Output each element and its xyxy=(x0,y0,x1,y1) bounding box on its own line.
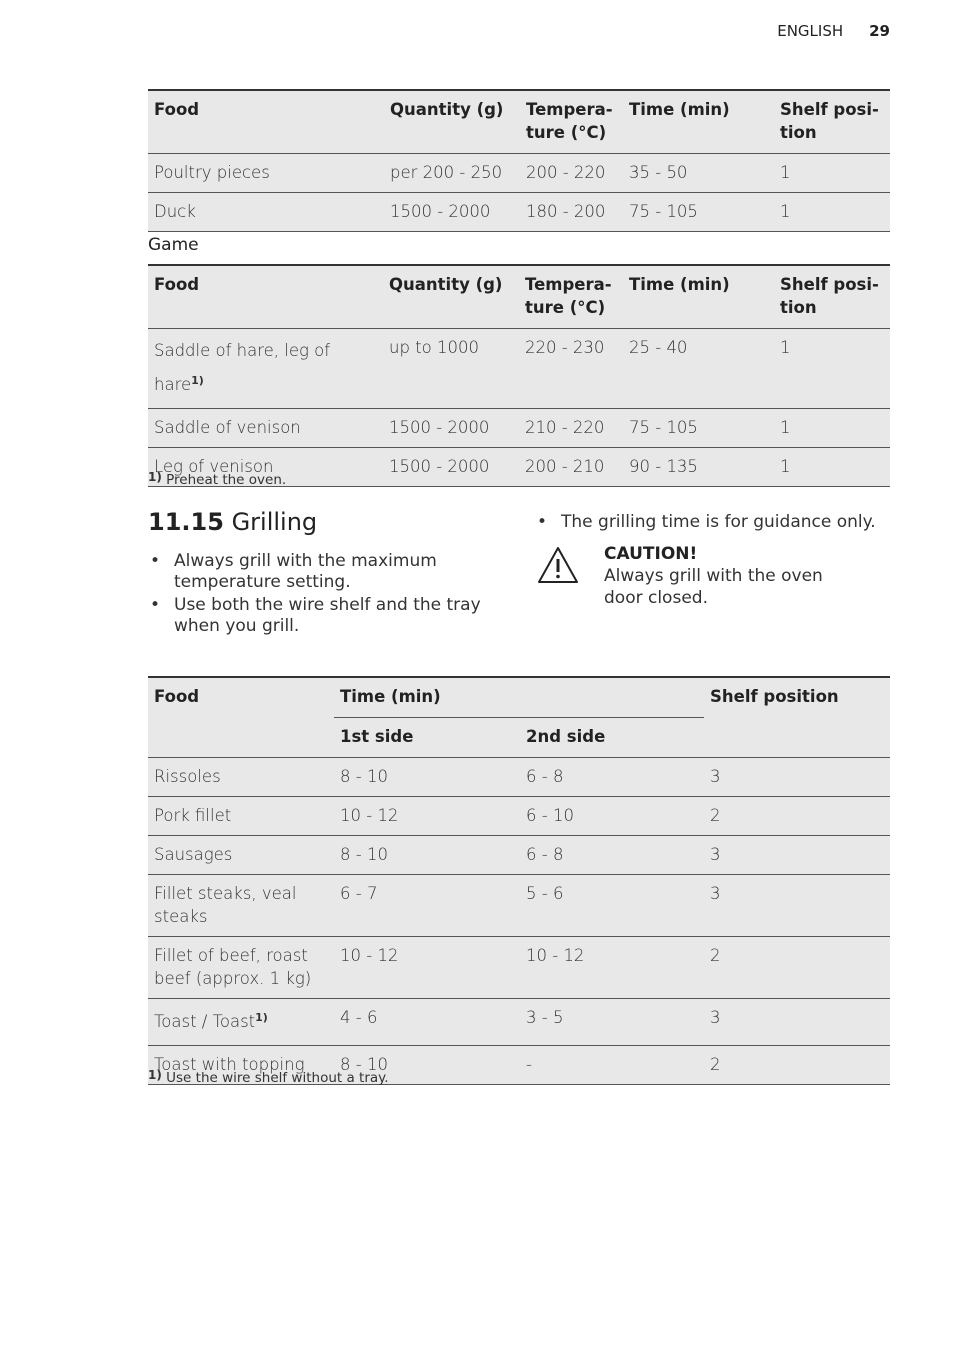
cell-first-side: 6 - 7 xyxy=(334,875,520,937)
page-header xyxy=(777,22,890,40)
table-row xyxy=(148,875,890,937)
cell-shelf: 3 xyxy=(704,875,890,937)
table-row xyxy=(148,758,890,797)
col-shelf-position: Shelf position xyxy=(704,677,890,758)
cell-shelf: 2 xyxy=(704,937,890,999)
game-footnote: $^{1)}$ Preheat the oven. xyxy=(148,470,287,488)
cell-shelf: 2 xyxy=(704,797,890,836)
cell-second-side: 5 - 6 xyxy=(520,875,704,937)
cell-time: 35 - 50 xyxy=(623,154,774,193)
cell-food: Poultry pieces xyxy=(148,154,384,193)
cell-time: 75 - 105 xyxy=(623,409,774,448)
cell-second-side: 10 - 12 xyxy=(520,937,704,999)
col-first-side: 1st side xyxy=(334,718,520,758)
cell-quantity: 1500 - 2000 xyxy=(383,448,519,487)
cell-temperature: 210 - 220 xyxy=(519,409,623,448)
grilling-guidance-list xyxy=(535,512,905,535)
list-item: • The grilling time is for guidance only. xyxy=(535,512,905,533)
cell-food: Pork fillet xyxy=(148,797,334,836)
col-temperature: Tempera-ture (°C) xyxy=(519,265,623,329)
cell-food: Fillet of beef, roast beef (approx. 1 kg) xyxy=(148,937,334,999)
caution-title: CAUTION! xyxy=(604,544,698,564)
cell-shelf: 1 xyxy=(774,329,890,409)
table-row xyxy=(148,937,890,999)
cell-quantity: per 200 - 250 xyxy=(384,154,520,193)
col-food: Food xyxy=(148,90,384,154)
cell-time: 75 - 105 xyxy=(623,193,774,232)
cell-food: Fillet steaks, veal steaks xyxy=(148,875,334,937)
grilling-instructions-list xyxy=(148,551,498,639)
table-row xyxy=(148,329,890,409)
cell-quantity: up to 1000 xyxy=(383,329,519,409)
cell-shelf: 3 xyxy=(704,999,890,1046)
cell-food: Saddle of hare, leg of hare$^{1)}$ xyxy=(148,329,383,409)
list-item: • Use both the wire shelf and the tray when you grill. xyxy=(148,595,498,637)
cell-quantity: 1500 - 2000 xyxy=(384,193,520,232)
col-quantity: Quantity (g) xyxy=(384,90,520,154)
game-label: Game xyxy=(148,235,199,255)
col-food: Food xyxy=(148,677,334,758)
table-row xyxy=(148,193,890,232)
language-label: ENGLISH xyxy=(777,22,844,40)
cell-first-side: 8 - 10 xyxy=(334,758,520,797)
cell-food: Leg of venison xyxy=(148,448,383,487)
col-time: Time (min) xyxy=(623,90,774,154)
warning-triangle-icon xyxy=(536,545,580,585)
cell-second-side: 6 - 8 xyxy=(520,836,704,875)
cell-first-side: 4 - 6 xyxy=(334,999,520,1046)
cell-second-side: 6 - 8 xyxy=(520,758,704,797)
cell-second-side: - xyxy=(520,1046,704,1085)
cell-temperature: 220 - 230 xyxy=(519,329,623,409)
cell-temperature: 180 - 200 xyxy=(520,193,623,232)
col-time: Time (min) xyxy=(334,677,704,718)
cell-temperature: 200 - 220 xyxy=(520,154,623,193)
cell-time: 90 - 135 xyxy=(623,448,774,487)
col-food: Food xyxy=(148,265,383,329)
cell-food: Sausages xyxy=(148,836,334,875)
grilling-table xyxy=(148,676,890,1085)
game-table xyxy=(148,264,890,487)
table-row xyxy=(148,154,890,193)
col-shelf: Shelf posi-tion xyxy=(774,90,890,154)
col-time: Time (min) xyxy=(623,265,774,329)
table-row xyxy=(148,797,890,836)
col-second-side: 2nd side xyxy=(520,718,704,758)
cell-quantity: 1500 - 2000 xyxy=(383,409,519,448)
table-row xyxy=(148,409,890,448)
cell-shelf: 3 xyxy=(704,758,890,797)
table-row xyxy=(148,999,890,1046)
cell-second-side: 3 - 5 xyxy=(520,999,704,1046)
cell-second-side: 6 - 10 xyxy=(520,797,704,836)
caution-text: Always grill with the oven door closed. xyxy=(604,566,823,608)
cell-shelf: 1 xyxy=(774,409,890,448)
cell-food: Duck xyxy=(148,193,384,232)
table-row xyxy=(148,836,890,875)
cell-temperature: 200 - 210 xyxy=(519,448,623,487)
cell-first-side: 10 - 12 xyxy=(334,797,520,836)
cell-food: Toast / Toast$^{1)}$ xyxy=(148,999,334,1046)
section-title: 11.15 Grilling xyxy=(148,508,318,536)
grilling-footnote: $^{1)}$ Use the wire shelf without a tray. xyxy=(148,1068,389,1086)
poultry-table xyxy=(148,89,890,232)
list-item: • Always grill with the maximum temperature setting. xyxy=(148,551,498,593)
cell-food: Saddle of venison xyxy=(148,409,383,448)
cell-food: Rissoles xyxy=(148,758,334,797)
cell-shelf: 1 xyxy=(774,448,890,487)
cell-time: 25 - 40 xyxy=(623,329,774,409)
page-number: 29 xyxy=(869,22,890,40)
col-temperature: Tempera-ture (°C) xyxy=(520,90,623,154)
cell-shelf: 2 xyxy=(704,1046,890,1085)
col-quantity: Quantity (g) xyxy=(383,265,519,329)
cell-first-side: 10 - 12 xyxy=(334,937,520,999)
cell-food: Toast with topping xyxy=(148,1046,334,1085)
col-shelf: Shelf posi-tion xyxy=(774,265,890,329)
cell-shelf: 1 xyxy=(774,154,890,193)
cell-first-side: 8 - 10 xyxy=(334,836,520,875)
cell-shelf: 3 xyxy=(704,836,890,875)
cell-shelf: 1 xyxy=(774,193,890,232)
cell-first-side: 8 - 10 xyxy=(334,1046,520,1085)
